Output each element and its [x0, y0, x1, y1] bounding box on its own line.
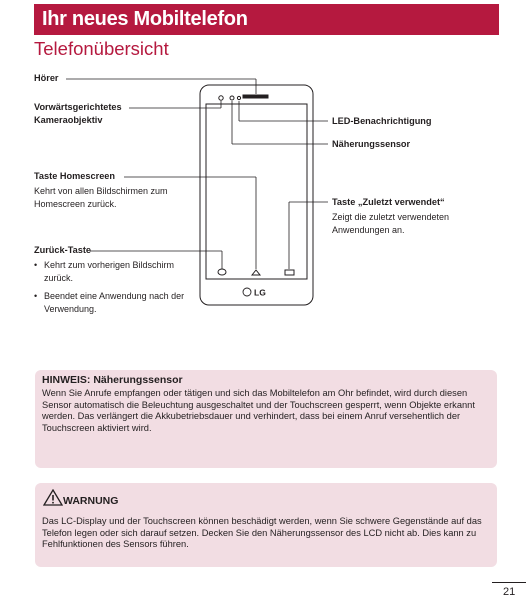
section-title: Telefonübersicht: [34, 38, 169, 59]
phone-body: [200, 85, 313, 305]
page-number: 21: [503, 586, 516, 598]
led-indicator: [237, 96, 240, 99]
label-kamera-line2: Kameraobjektiv: [34, 115, 103, 125]
zurueck-bullet-1: • Kehrt zum vorherigen Bildschirm zurück.: [34, 260, 175, 283]
chapter-title: Ihr neues Mobiltelefon: [42, 8, 248, 30]
proximity-sensor: [230, 96, 234, 100]
front-camera: [219, 96, 223, 100]
warning-body: Das LC-Display und der Touchscreen können beschädigt werden, wenn Sie schwere Gegenstände auf das Telefon legen oder sich darauf setzen. Decken Sie den Näherungssensor des LCD nicht ab. Dies kann zu Fehlfunktionen des Sensors führen.: [42, 516, 482, 549]
label-led: LED-Benachrichtigung: [332, 116, 432, 126]
phone-screen: [206, 104, 307, 279]
warning-title: WARNUNG: [63, 495, 119, 507]
label-zuletzt-title: Taste „Zuletzt verwendet“: [332, 197, 445, 207]
note-body: Wenn Sie Anrufe empfangen oder tätigen und sich das Mobiltelefon am Ohr befindet, wird durch diesen Sensor automatisch die Beleuchtung ausgeschaltet und der Touchscreen gesperrt, wenn Objekte erkannt werden. Das verlängert die Akkubetriebsdauer und verhindert, dass bei einem Anruf versehentlich der Touchscreen aktiviert wird.: [42, 388, 475, 433]
note-title: HINWEIS: Näherungssensor: [42, 374, 183, 386]
label-hoerer: Hörer: [34, 73, 59, 83]
note-box: [35, 370, 497, 468]
label-zurueck-title: Zurück-Taste: [34, 245, 92, 255]
warning-icon: [43, 489, 63, 506]
label-kamera-line1: Vorwärtsgerichtetes: [34, 102, 122, 112]
label-home-desc: Kehrt von allen Bildschirmen zum Homescreen zurück.: [34, 186, 168, 209]
back-key-icon: [218, 269, 226, 275]
warning-box: [35, 483, 497, 567]
label-naeherung: Näherungssensor: [332, 139, 411, 149]
earpiece: [243, 95, 268, 98]
label-home-title: Taste Homescreen: [34, 171, 116, 181]
lg-logo: [243, 288, 266, 298]
zurueck-bullet-2: • Beendet eine Anwendung nach der Verwendung.: [34, 291, 185, 314]
page-number-rule: [492, 582, 526, 583]
svg-text:LG: LG: [254, 287, 266, 298]
label-zuletzt-desc: Zeigt die zuletzt verwendeten Anwendungen an.: [332, 212, 450, 235]
recent-apps-key-icon: [285, 270, 294, 275]
home-key-icon: [252, 270, 260, 275]
